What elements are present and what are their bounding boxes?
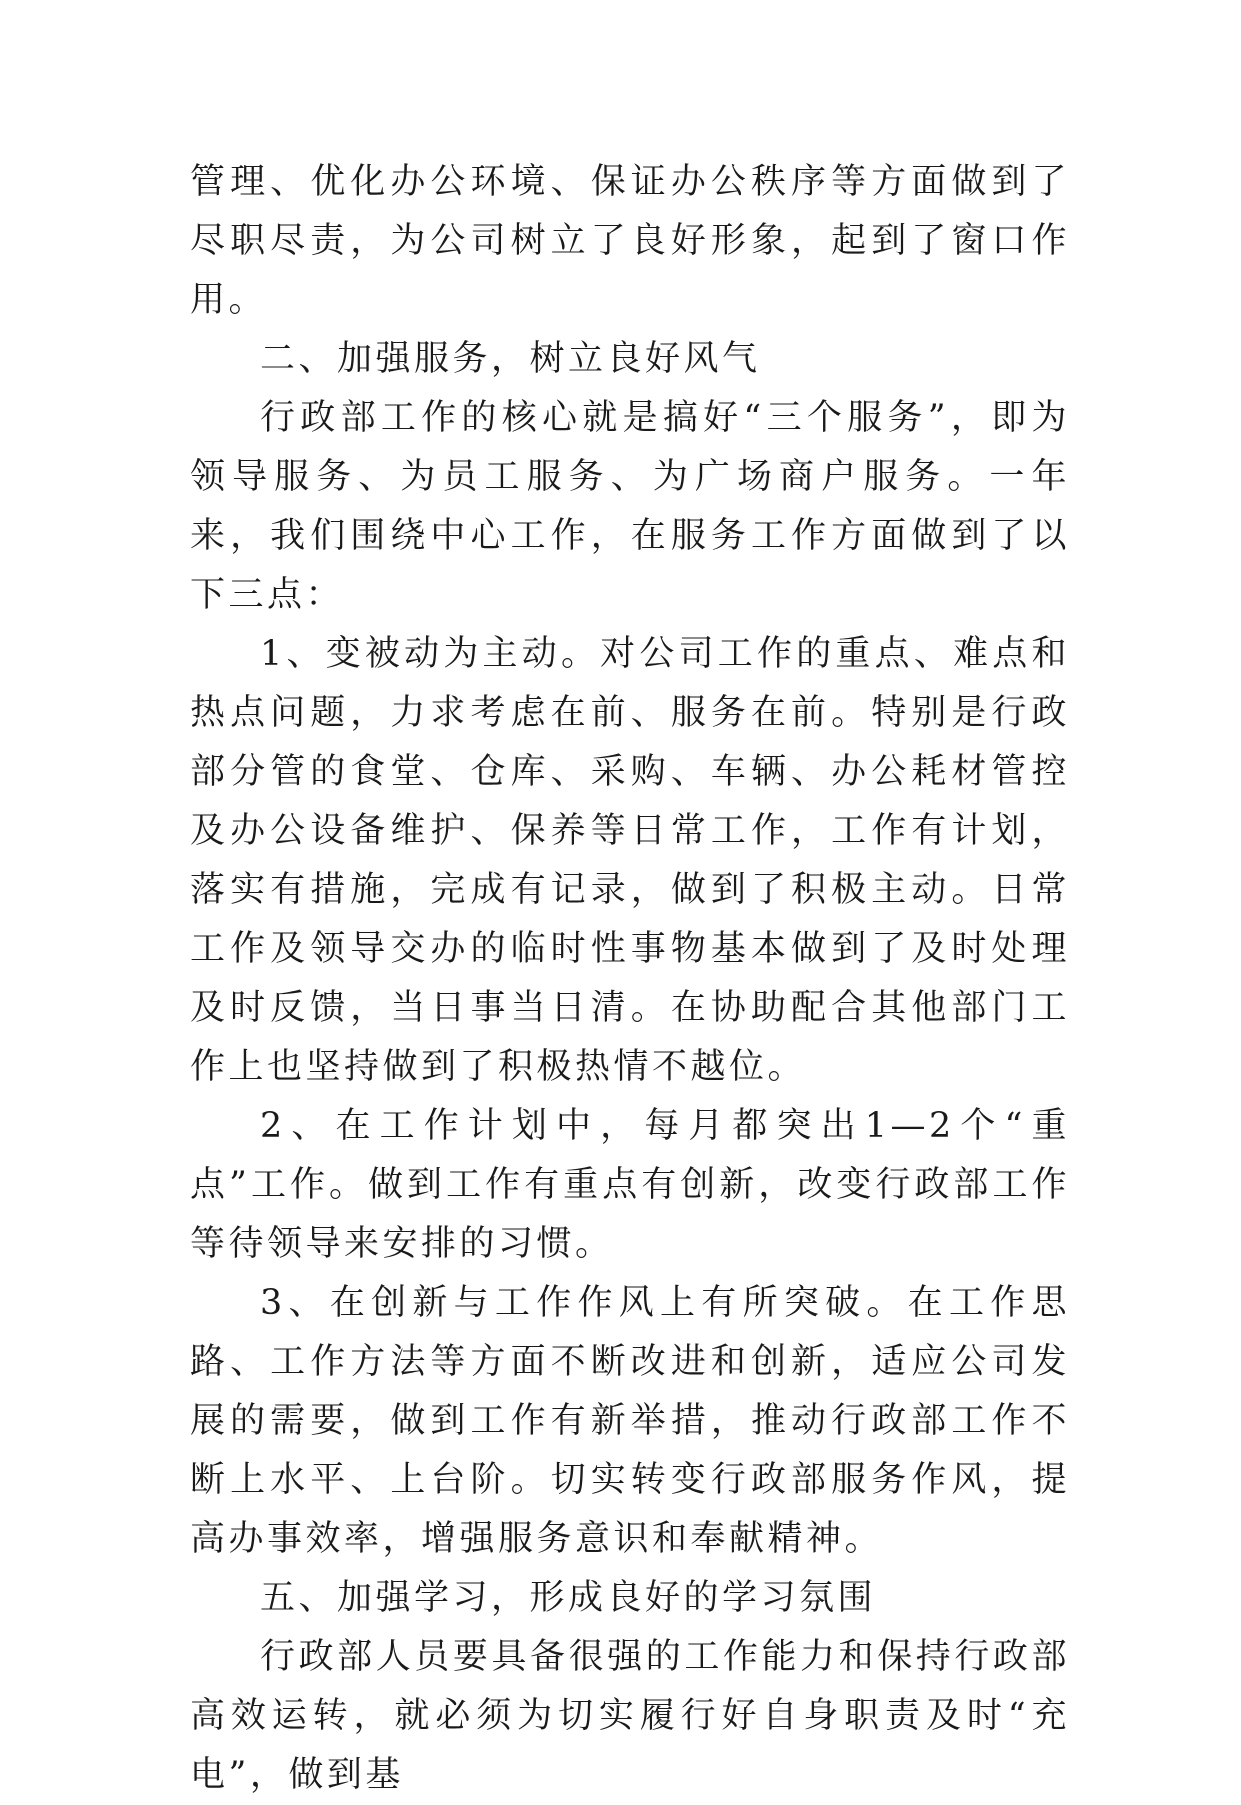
list-item-3: 3、在创新与工作作风上有所突破。在工作思路、工作方法等方面不断改进和创新，适应公司发展的需要，做到工作有新举措，推动行政部工作不断上水平、上台阶。切实转变行政部服务作风，提高办事效率，增强服务意识和奉献精神。	[190, 1283, 1070, 1559]
list-item-2: 2、在工作计划中，每月都突出1—2个“重点”工作。做到工作有重点有创新，改变行政部工作等待领导来安排的习惯。	[190, 1106, 1070, 1264]
list-item-1: 1、变被动为主动。对公司工作的重点、难点和热点问题，力求考虑在前、服务在前。特别是行政部分管的食堂、仓库、采购、车辆、办公耗材管控及办公设备维护、保养等日常工作，工作有计划，落实有措施，完成有记录，做到了积极主动。日常工作及领导交办的临时性事物基本做到了及时处理及时反馈，当日事当日清。在协助配合其他部门工作上也坚持做到了积极热情不越位。	[190, 634, 1070, 1087]
section-heading-2: 二、加强服务，树立良好风气	[260, 339, 761, 379]
paragraph-1: 管理、优化办公环境、保证办公秩序等方面做到了尽职尽责，为公司树立了良好形象，起到了窗口作用。	[190, 162, 1070, 320]
section-heading-5: 五、加强学习，形成良好的学习氛围	[260, 1578, 877, 1618]
paragraph-2: 行政部工作的核心就是搞好“三个服务”，即为领导服务、为员工服务、为广场商户服务。一年来，我们围绕中心工作，在服务工作方面做到了以下三点：	[190, 398, 1070, 615]
paragraph-3: 行政部人员要具备很强的工作能力和保持行政部高效运转，就必须为切实履行好自身职责及时“充电”，做到基	[190, 1637, 1070, 1795]
document-body	[190, 153, 1070, 1805]
